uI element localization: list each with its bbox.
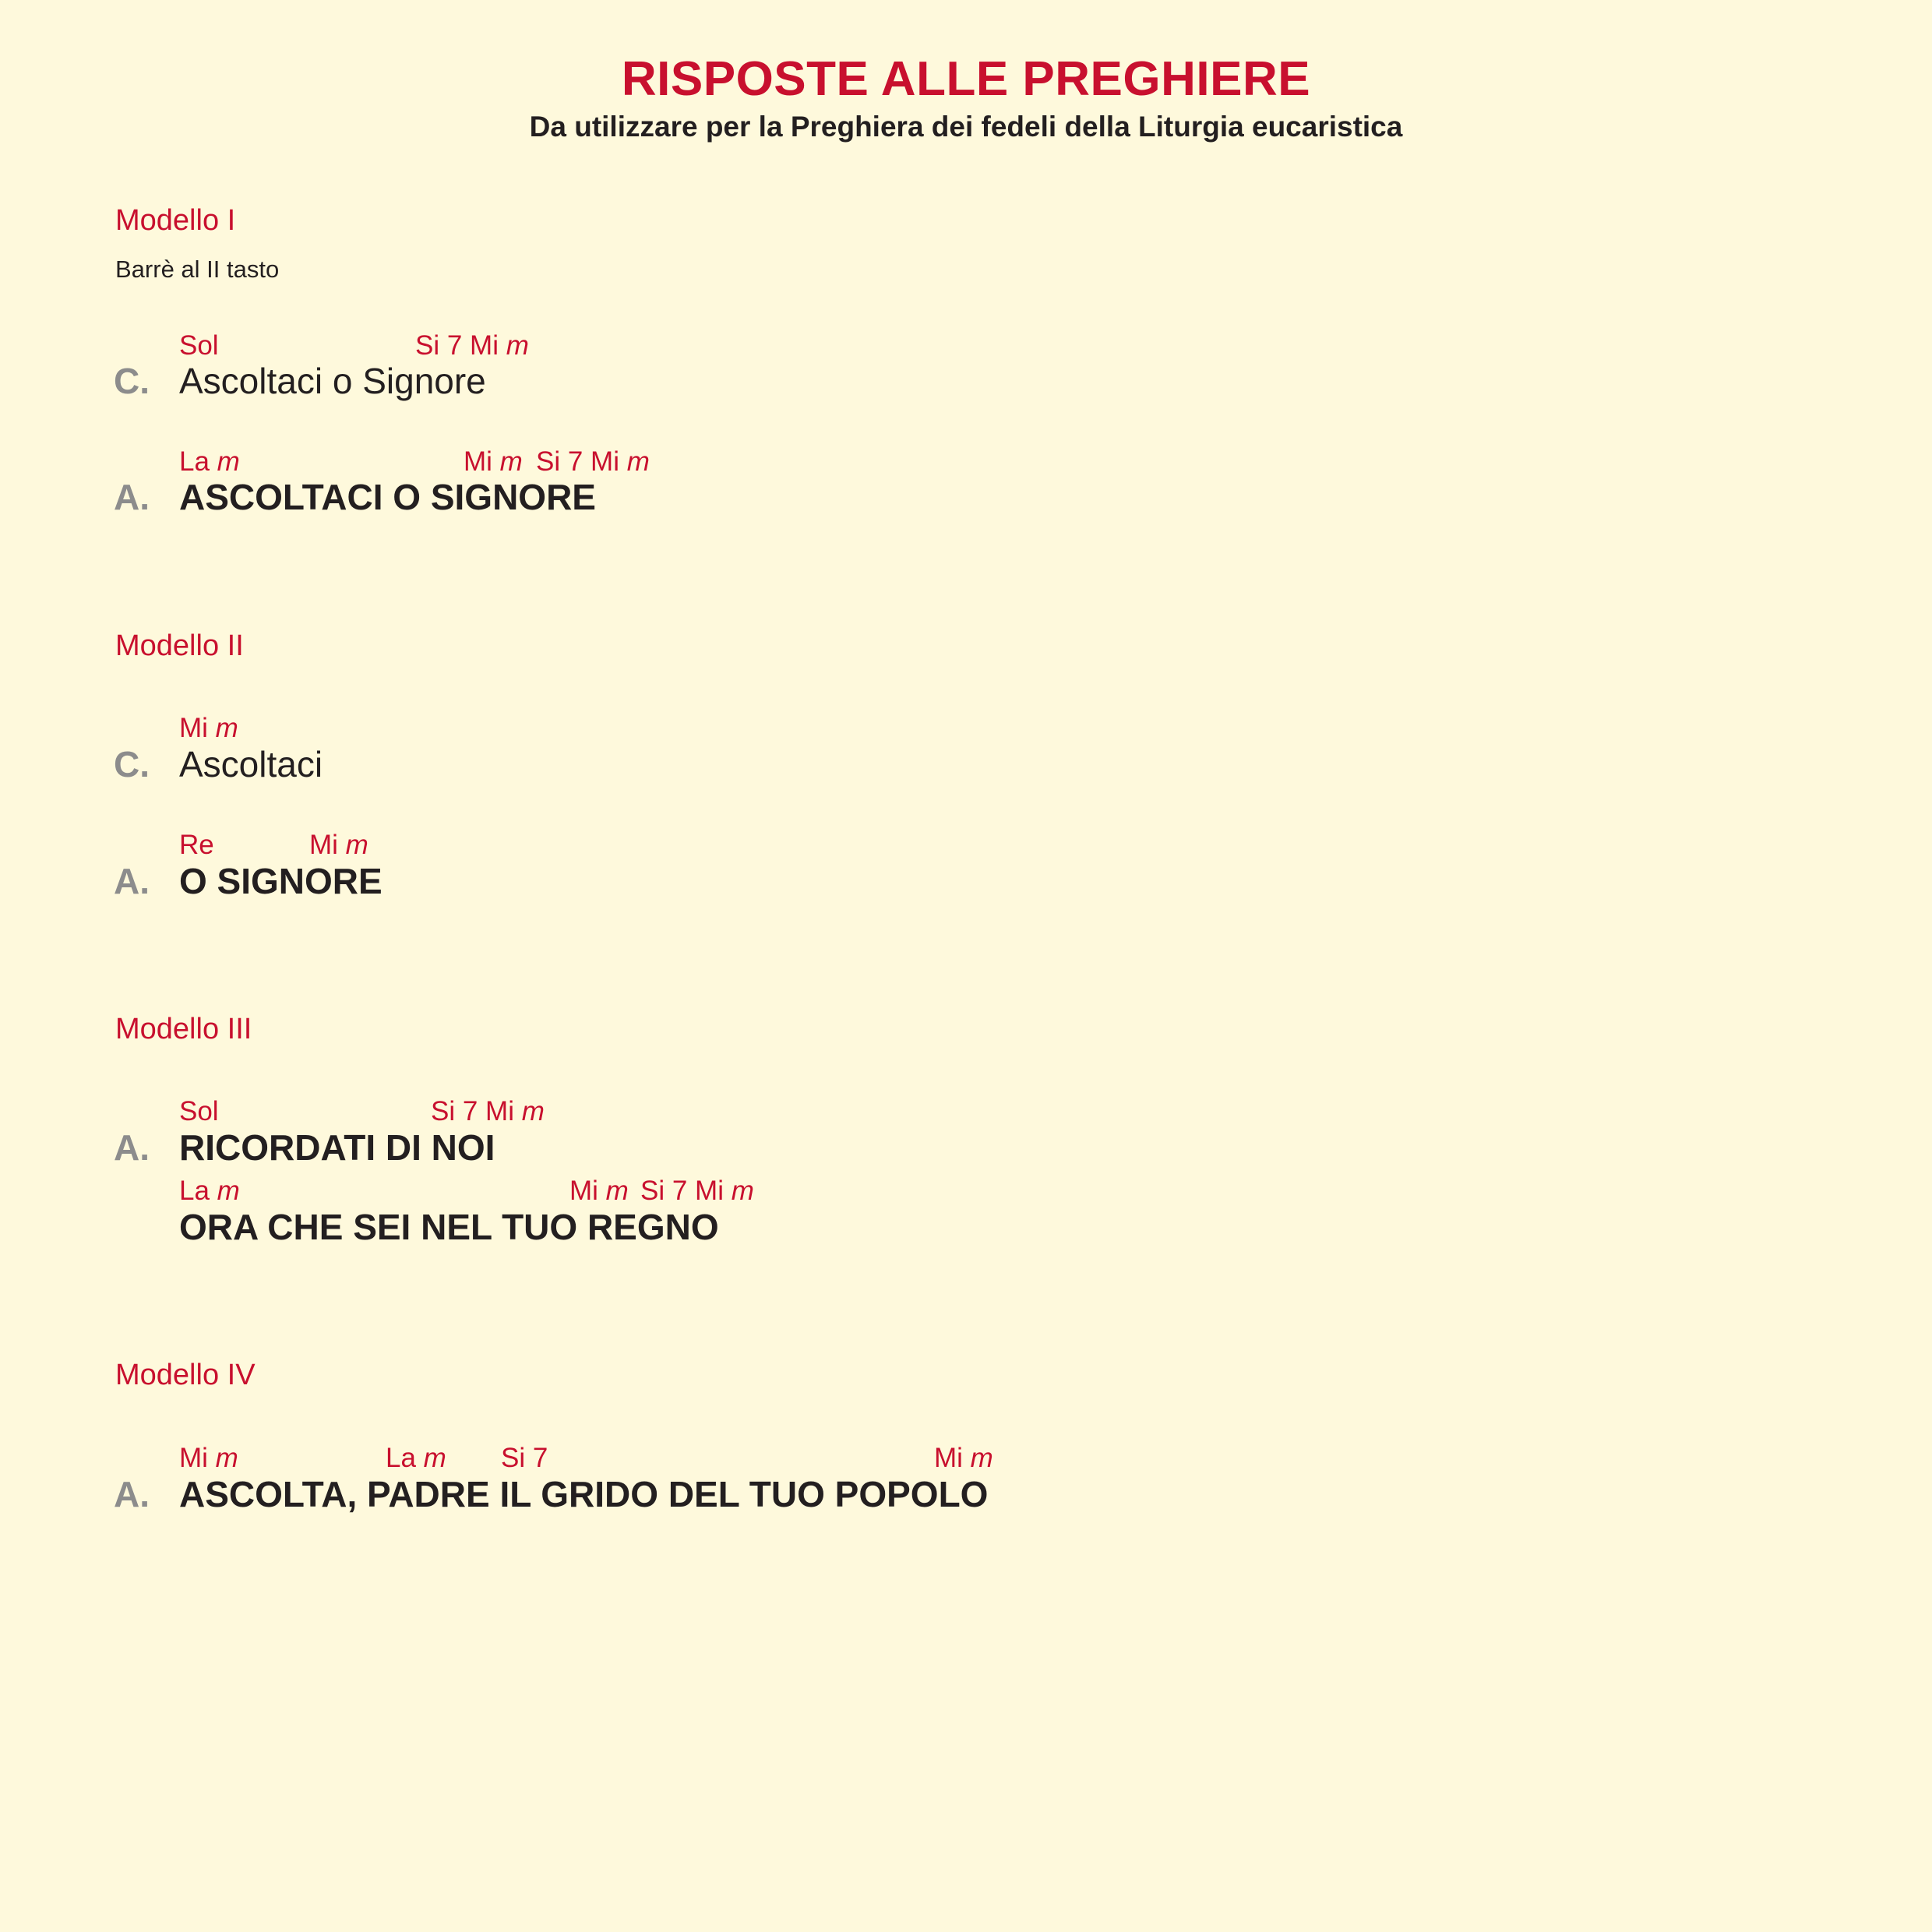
chord: Si 7 Mi m <box>640 1176 754 1206</box>
chord: Mi m <box>934 1443 993 1473</box>
chord: Mi m <box>309 830 368 860</box>
chord: Si 7 <box>501 1443 548 1473</box>
assembly-lyric: O SIGNORE <box>179 861 383 901</box>
chord: Mi m <box>569 1176 629 1206</box>
chord: Si 7 Mi m <box>536 446 650 477</box>
chord: Re <box>179 830 214 860</box>
chord: La m <box>179 446 240 477</box>
page-subtitle: Da utilizzare per la Preghiera dei fedeli della Liturgia eucaristica <box>529 111 1403 143</box>
celebrant-role-label: C. <box>114 744 150 784</box>
chord: Mi m <box>179 713 238 743</box>
celebrant-role-label: C. <box>114 361 150 401</box>
chord: Sol <box>179 330 219 361</box>
assembly-lyric-line-1: RICORDATI DI NOI <box>179 1127 495 1168</box>
assembly-role-label: A. <box>114 1127 150 1168</box>
celebrant-lyric: Ascoltaci o Signore <box>179 361 486 401</box>
assembly-role-label: A. <box>114 477 150 517</box>
assembly-role-label: A. <box>114 861 150 901</box>
model-3-title: Modello III <box>115 1013 252 1045</box>
capo-note: Barrè al II tasto <box>115 256 280 283</box>
assembly-lyric-line-2: ORA CHE SEI NEL TUO REGNO <box>179 1207 719 1247</box>
model-4-title: Modello IV <box>115 1359 256 1391</box>
chord: Si 7 Mi m <box>431 1096 545 1126</box>
chord: La m <box>386 1443 446 1473</box>
page-title: RISPOSTE ALLE PREGHIERE <box>621 52 1311 106</box>
chord: Si 7 Mi m <box>415 330 529 361</box>
assembly-lyric: ASCOLTA, PADRE IL GRIDO DEL TUO POPOLO <box>179 1474 989 1514</box>
model-2-title: Modello II <box>115 629 244 662</box>
model-1-title: Modello I <box>115 204 236 237</box>
chord: La m <box>179 1176 240 1206</box>
chord: Mi m <box>464 446 523 477</box>
celebrant-lyric: Ascoltaci <box>179 744 323 784</box>
assembly-lyric: ASCOLTACI O SIGNORE <box>179 477 596 517</box>
chord: Mi m <box>179 1443 238 1473</box>
assembly-role-label: A. <box>114 1474 150 1514</box>
chord: Sol <box>179 1096 219 1126</box>
